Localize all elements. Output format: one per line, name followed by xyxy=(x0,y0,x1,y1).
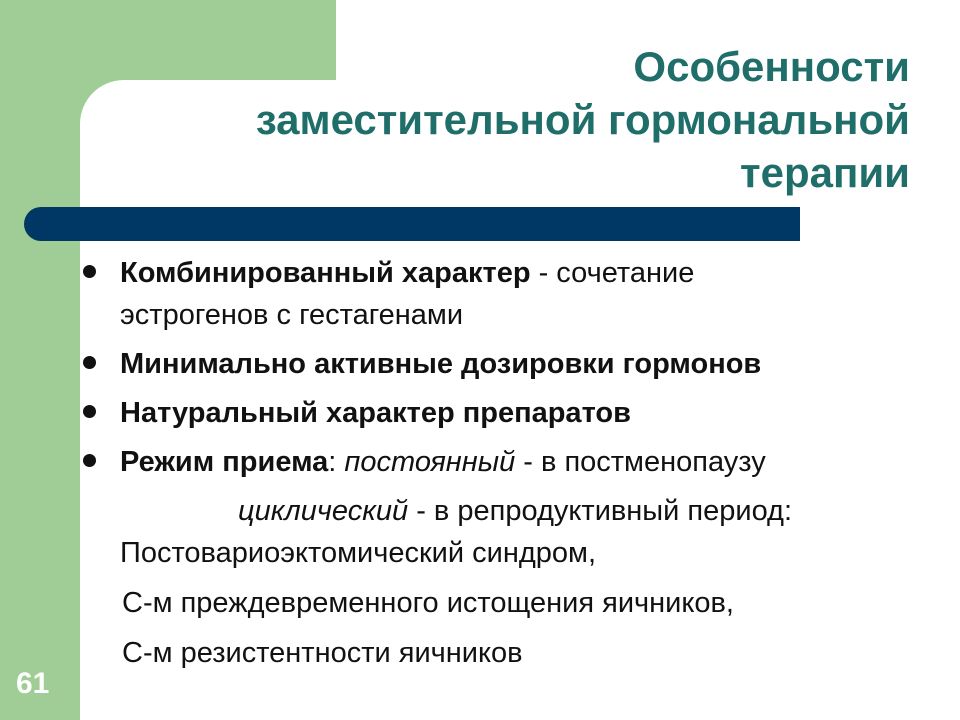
bullet-bold-text: Минимально активные дозировки гормонов xyxy=(120,348,762,380)
bullet-text-continuation: эстрогенов с гестагенами xyxy=(120,299,464,331)
cyclic-text: - в репродуктивный период: xyxy=(408,495,793,527)
bullet-dot-icon xyxy=(83,265,96,278)
title-line-1: Особенности xyxy=(633,43,910,90)
bullet-dot-icon xyxy=(83,356,96,369)
slide-title xyxy=(120,40,910,199)
cyclic-regimen-line xyxy=(80,490,940,532)
bullet-combined xyxy=(80,252,940,336)
bullet-dot-icon xyxy=(83,454,96,467)
bullet-doses xyxy=(80,343,940,385)
title-divider-bar xyxy=(24,207,800,241)
page-number: 61 xyxy=(16,667,50,700)
bullet-bold-text: Комбинированный характер xyxy=(120,257,531,289)
bullet-regimen xyxy=(80,441,940,483)
bullet-natural xyxy=(80,392,940,434)
syndrome-line: С-м преждевременного истощения яичников, xyxy=(122,587,734,619)
bullet-bold-text: Натуральный характер препаратов xyxy=(120,397,631,429)
cyclic-italic-text: циклический xyxy=(238,495,409,527)
slide-content xyxy=(80,252,940,674)
bullet-dot-icon xyxy=(83,405,96,418)
syndrome-line: Постовариоэктомический синдром, xyxy=(120,537,597,569)
bullet-bold-text: Режим приема xyxy=(120,446,329,478)
title-line-3: терапии xyxy=(740,149,910,196)
bullet-colon: : xyxy=(328,446,345,478)
bullet-text: - сочетание xyxy=(530,257,695,289)
bullet-text: - в постменопаузу xyxy=(515,446,766,478)
title-line-2: заместительной гормональной xyxy=(255,96,910,143)
syndrome-line: С-м резистентности яичников xyxy=(122,637,523,669)
bullet-italic-text: постоянный xyxy=(344,446,516,478)
